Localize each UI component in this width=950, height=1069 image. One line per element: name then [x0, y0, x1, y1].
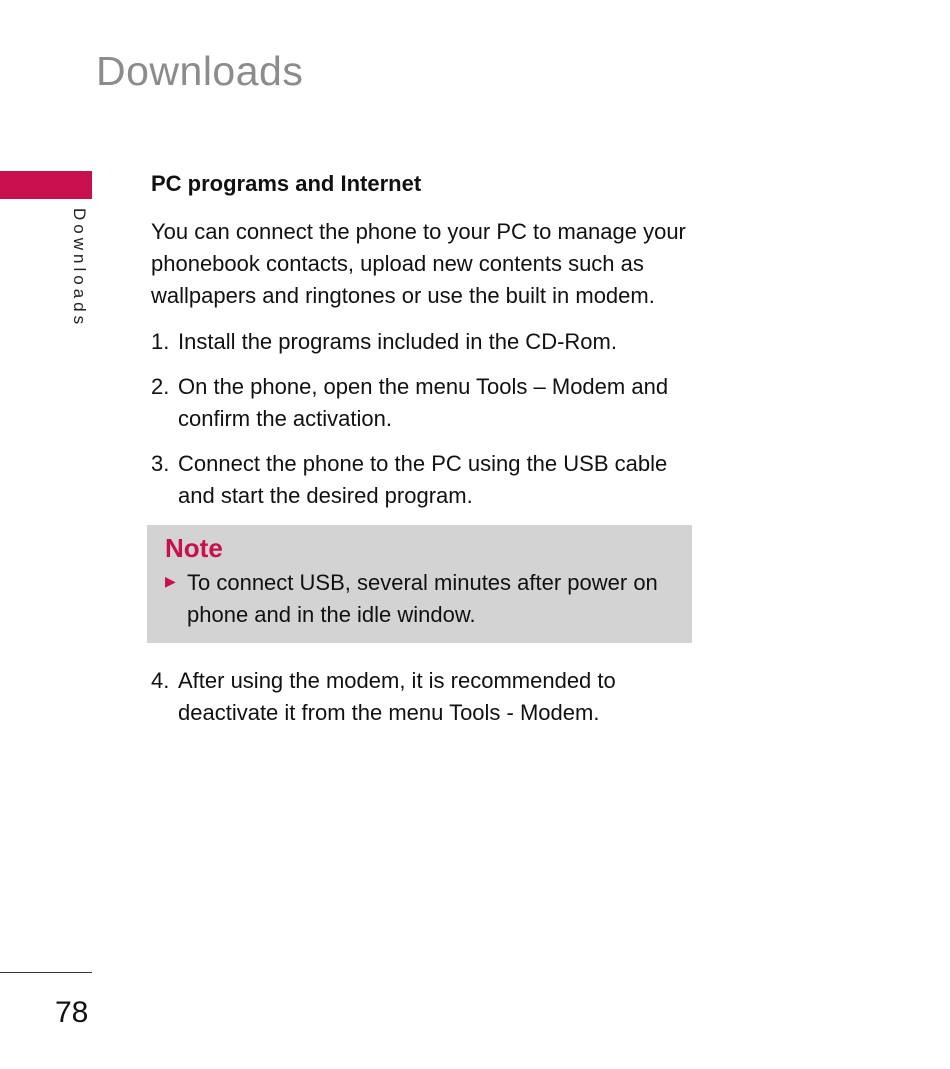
triangle-right-icon: ▶ — [165, 573, 176, 589]
note-title: Note — [165, 533, 223, 563]
intro-paragraph: You can connect the phone to your PC to manage your phonebook contacts, upload new contents such as wallpapers and ringtones or use the built in modem. — [151, 219, 686, 308]
section-tab-marker — [0, 171, 92, 199]
side-section-label: Downloads — [70, 208, 89, 329]
footer-divider — [0, 972, 92, 973]
step-text: After using the modem, it is recommended to deactivate it from the menu Tools - Modem. — [178, 668, 616, 725]
step-text: Install the programs included in the CD-Rom. — [178, 329, 617, 354]
section-title: PC programs and Internet — [151, 171, 422, 196]
list-item — [151, 371, 696, 435]
main-content — [151, 168, 696, 742]
step-number: 3. — [151, 451, 170, 476]
step-number: 2. — [151, 374, 170, 399]
step-text: On the phone, open the menu Tools – Modem and confirm the activation. — [178, 374, 669, 431]
list-item — [151, 665, 696, 729]
list-item — [151, 448, 696, 512]
steps-list — [151, 326, 696, 512]
step-number: 1. — [151, 329, 170, 354]
page-number: 78 — [55, 996, 89, 1029]
note-box — [147, 525, 692, 643]
note-item — [165, 567, 672, 631]
list-item — [151, 326, 696, 358]
steps-list-continued — [151, 665, 696, 729]
note-text: To connect USB, several minutes after power on phone and in the idle window. — [187, 570, 658, 627]
page-title: Downloads — [96, 48, 304, 94]
step-number: 4. — [151, 668, 170, 693]
step-text: Connect the phone to the PC using the USB cable and start the desired program. — [178, 451, 668, 508]
